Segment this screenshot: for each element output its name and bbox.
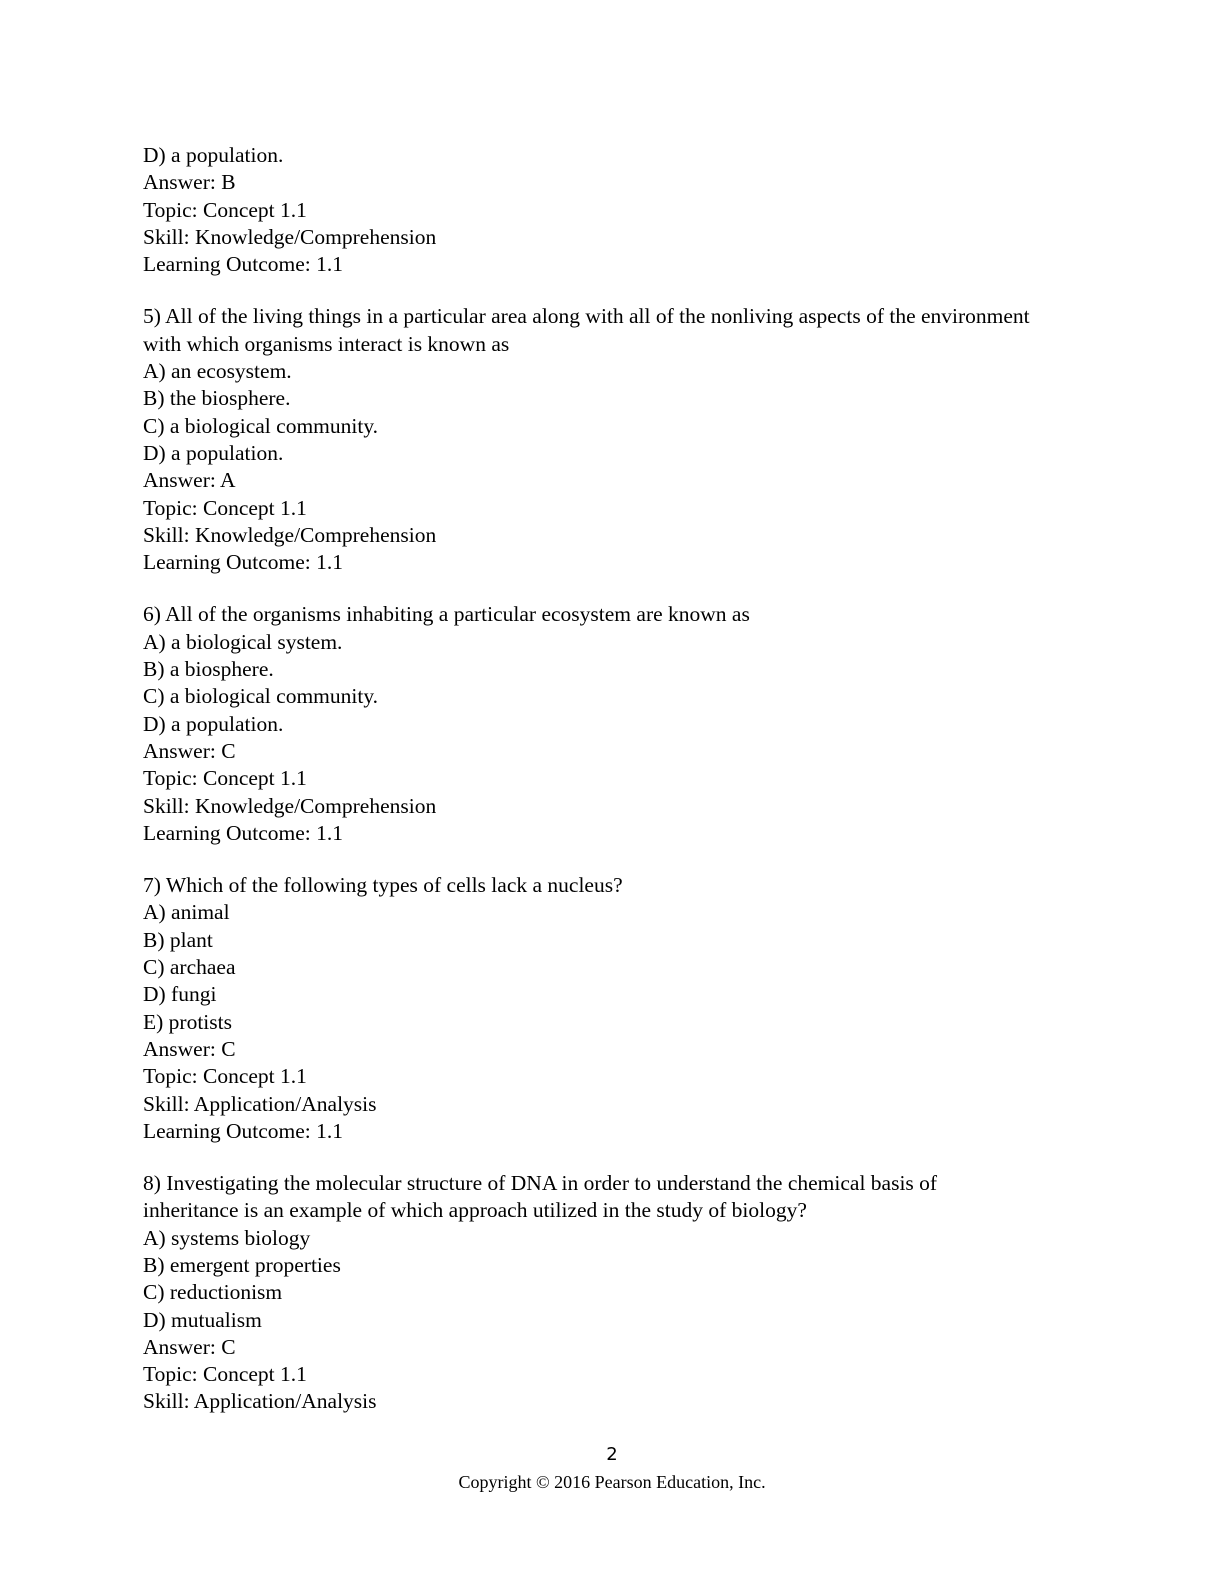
question-text: 6) All of the organisms inhabiting a particular ecosystem are known as: [143, 602, 750, 627]
answer: Answer: C: [143, 1036, 236, 1061]
copyright-notice: Copyright © 2016 Pearson Education, Inc.: [458, 1472, 766, 1492]
topic: Topic: Concept 1.1: [143, 1064, 307, 1089]
question-6: [143, 601, 1103, 847]
question-8: [143, 1170, 1103, 1416]
option-d: D) a population.: [143, 440, 284, 465]
option-d: D) a population.: [143, 711, 284, 736]
option-c: C) a biological community.: [143, 684, 379, 709]
question-text: 8) Investigating the molecular structure of DNA in order to understand the chemical basis of inheritance is an example of which approach utilized in the study of biology?: [143, 1171, 938, 1223]
question-text: 7) Which of the following types of cells lack a nucleus?: [143, 873, 623, 898]
option-a: A) a biological system.: [143, 629, 343, 654]
learning-outcome: Learning Outcome: 1.1: [143, 1118, 344, 1143]
option-a: A) animal: [143, 900, 230, 925]
page-content: [143, 142, 1103, 1441]
option-c: C) reductionism: [143, 1280, 283, 1305]
topic: Topic: Concept 1.1: [143, 197, 307, 222]
learning-outcome: Learning Outcome: 1.1: [143, 252, 344, 277]
answer: Answer: C: [143, 738, 236, 763]
option-c: C) archaea: [143, 955, 236, 980]
question-4-continued: [143, 142, 1103, 278]
option-b: B) the biosphere.: [143, 386, 291, 411]
option-b: B) emergent properties: [143, 1252, 341, 1277]
skill: Skill: Knowledge/Comprehension: [143, 224, 437, 249]
topic: Topic: Concept 1.1: [143, 1362, 307, 1387]
learning-outcome: Learning Outcome: 1.1: [143, 550, 344, 575]
option-d: D) fungi: [143, 982, 217, 1007]
topic: Topic: Concept 1.1: [143, 766, 307, 791]
skill: Skill: Application/Analysis: [143, 1091, 377, 1116]
answer: Answer: A: [143, 468, 236, 493]
learning-outcome: Learning Outcome: 1.1: [143, 820, 344, 845]
option-b: B) a biosphere.: [143, 657, 274, 682]
skill: Skill: Knowledge/Comprehension: [143, 793, 437, 818]
option-d: D) mutualism: [143, 1307, 262, 1332]
option-c: C) a biological community.: [143, 413, 379, 438]
option-a: A) systems biology: [143, 1225, 311, 1250]
question-7: [143, 872, 1103, 1145]
answer: Answer: C: [143, 1334, 236, 1359]
answer: Answer: B: [143, 170, 236, 195]
option-e: E) protists: [143, 1009, 232, 1034]
topic: Topic: Concept 1.1: [143, 495, 307, 520]
question-text: 5) All of the living things in a particular area along with all of the nonliving aspects of the environment with which organisms interact is known as: [143, 304, 1030, 356]
skill: Skill: Application/Analysis: [143, 1389, 377, 1414]
option-a: A) an ecosystem.: [143, 359, 292, 384]
option-d: D) a population.: [143, 143, 284, 167]
skill: Skill: Knowledge/Comprehension: [143, 522, 437, 547]
page-number: 2: [606, 1444, 618, 1465]
option-b: B) plant: [143, 927, 213, 952]
question-5: [143, 303, 1103, 576]
